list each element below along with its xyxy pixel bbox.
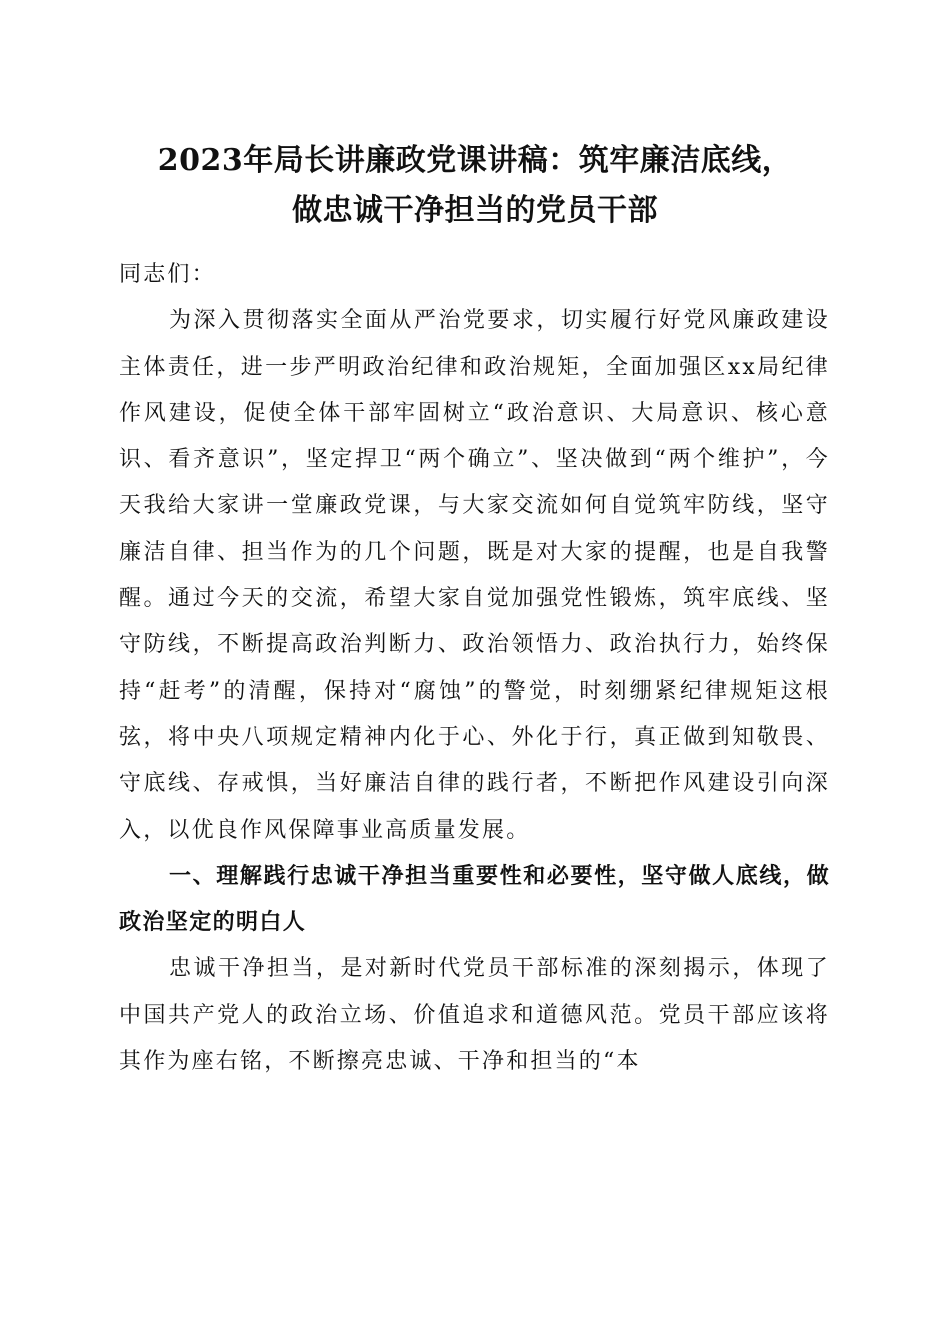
title-line-1: 2023年局长讲廉政党课讲稿：筑牢廉洁底线， (157, 143, 793, 178)
title-line-2: 做忠诚干净担当的党员干部 (292, 193, 658, 228)
salutation: 同志们： (119, 262, 216, 287)
section-heading-1: 一、理解践行忠诚干净担当重要性和必要性，坚守做人底线，做政治坚定的明白人 (119, 863, 830, 936)
section-1-paragraph: 忠诚干净担当，是对新时代党员干部标准的深刻揭示，体现了中国共产党人的政治立场、价值追求和道德风范。党员干部应该将其作为座右铭，不断擦亮忠诚、干净和担当的“本 (119, 956, 830, 1075)
document-body (119, 252, 830, 1085)
document-title (100, 136, 850, 236)
intro-paragraph: 为深入贯彻落实全面从严治党要求，切实履行好党风廉政建设主体责任，进一步严明政治纪律和政治规矩，全面加强区xx局纪律作风建设，促使全体干部牢固树立“政治意识、大局意识、核心意识、看齐意识”，坚定捍卫“两个确立”、坚决做到“两个维护”，今天我给大家讲一堂廉政党课，与大家交流如何自觉筑牢防线，坚守廉洁自律、担当作为的几个问题，既是对大家的提醒，也是自我警醒。通过今天的交流，希望大家自觉加强党性锻炼，筑牢底线、坚守防线，不断提高政治判断力、政治领悟力、政治执行力，始终保持“赶考”的清醒，保持对“腐蚀”的警觉，时刻绷紧纪律规矩这根弦，将中央八项规定精神内化于心、外化于行，真正做到知敬畏、守底线、存戒惧，当好廉洁自律的践行者，不断把作风建设引向深入，以优良作风保障事业高质量发展。 (119, 308, 830, 843)
